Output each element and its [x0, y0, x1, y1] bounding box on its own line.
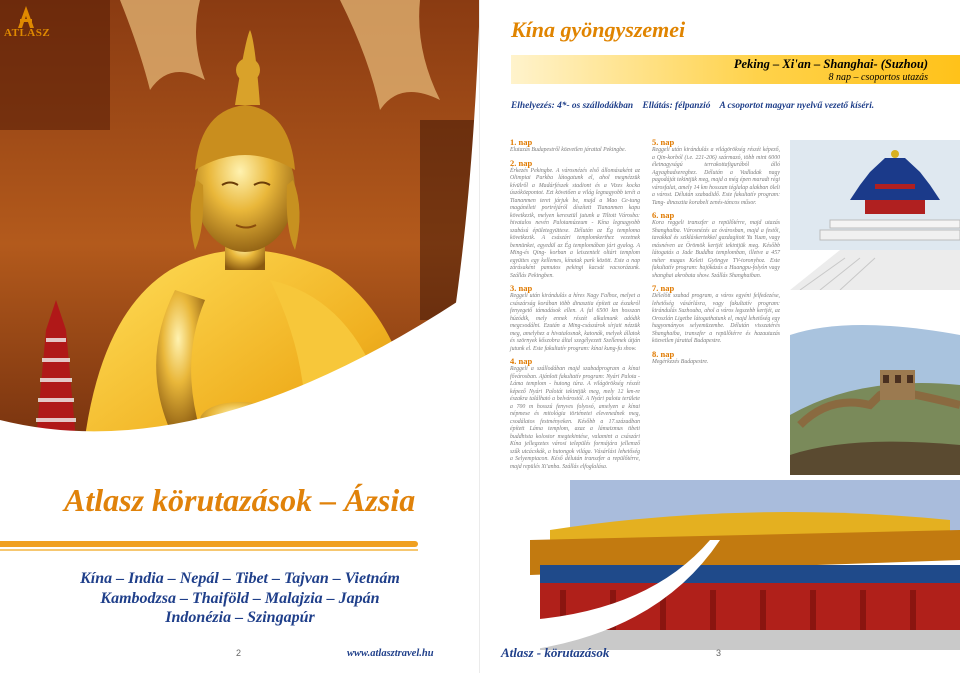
right-page — [480, 0, 960, 673]
day-7-text: Délelőtt szabad program, a város egyéni felfedezése, lehetőség vásárlásra, vagy fakultatív program: kirándulás Suzhouba, ahol a város legszebb kertjét, az Oroszlán Ligetbe látogathatunk el, majd lehetőség egy hagyományos selyemüzembe. Délután visszatérés Shanghaiba, transzfer a repülőtérre és hazautazás közvetlen járattal Budapestre. — [652, 293, 780, 344]
itinerary-column-1 — [510, 134, 640, 472]
page-number-right: 3 — [716, 648, 722, 658]
logo-wordmark: ATLASZ — [4, 27, 51, 39]
itinerary-column-2 — [652, 134, 780, 367]
countries-line: Kambodzsa – Thaiföld – Malajzia – Japán — [100, 589, 380, 607]
info-board: Ellátás: félpanzió — [642, 101, 711, 111]
footer-brand: Atlasz - körutazások — [501, 645, 610, 660]
page-number-left: 2 — [236, 648, 242, 658]
day-6-label: 6. nap — [652, 210, 675, 220]
day-2-text: Érkezés Pekingbe. A városnézés első állomásaként az Olimpiai Parkba látogatunk el, ahol megnézzük kívülről a Madárfészek stadiont és a Vizes kocka úszóközpontot. Ezt követően a világ legnagyobb terét a Tiananmen teret járjuk be, majd a Mao Ce-tung magánéleti portréjáról díszített Tiananmen kapu következik, melyen keresztül jutunk a Tiltott Városba: hivatalos nevén Palotamúzeum - Kína legnagyobb szabású épületegyüttese. Délután az Ég temploma következik. A császári templomkerthez vezetnek bennünket, egyedül az Ég templomában járt gyalog. A Ming-és Qing- korban a leiszentelt oltárt templom együttes egy kellemes, kínaiak park között. Este a nap zárásaként pamutos pekingi kacsát vacsorázunk. Szállás Pekingben. — [510, 167, 640, 279]
buddha-photo — [0, 0, 480, 488]
divider-bar — [0, 541, 418, 547]
website-link[interactable]: www.atlasztravel.hu — [347, 648, 434, 659]
tour-subtitle: 8 nap – csoportos utazás — [828, 72, 928, 83]
day-5-label: 5. nap — [652, 137, 675, 147]
tour-title: Kína gyöngyszemei — [511, 17, 686, 42]
day-7-label: 7. nap — [652, 283, 675, 293]
atlasz-logo-icon — [4, 2, 51, 46]
tour-info-line — [511, 101, 881, 111]
day-8-label: 8. nap — [652, 348, 675, 359]
great-wall-photo — [770, 295, 960, 475]
day-4-label: 4. nap — [510, 356, 533, 366]
divider-bar-thin — [0, 549, 418, 551]
day-8-text: Megérkezés Budapestre. — [652, 358, 709, 365]
countries-line: Kína – India – Nepál – Tibet – Tajvan – Vietnám — [80, 570, 400, 587]
day-3-label: 3. nap — [510, 283, 533, 293]
info-accommodation: Elhelyezés: 4*- os szállodákban — [511, 101, 634, 111]
main-title: Atlasz körutazások – Ázsia — [64, 482, 416, 518]
photo-mask — [0, 0, 480, 488]
day-4-text: Reggeli a szállodában majd szabadprogram a kínai fővárosban. Ajánlott fakultatív program: Nyári Palota - Láma templom - hutong túra. A világörökség részét képező Nyári Palotát tekintjük meg, mely 12 km-re északra található a belvárostól. A Nyári palota területe a 700 m hosszú fenyves folyosó, amelyen a kínai népmese és mitológia történetei elevenednek meg, csodálatos festményeken. Később a 17.században épített Láma templom, azaz a lámaizmus tibeti buddhista kolostor megtekintése, valamint a császári Kína jellegzetes városi település formájára jellemző szűk utcácskák, a hutongok világa. Vásárlási lehetőség a Selyempiacon. Késő délután transzfer a repülőtérre, majd repülés Xi'anba. Szállás elfoglalása. — [510, 366, 640, 470]
route-heading: Peking – Xi'an – Shanghai- (Suzhou) — [733, 57, 928, 71]
day-6-text: Kora reggeli transzfer a repülőtérre, majd utazás Shanghaiba. Városnézés az óvárosban, majd a festői, tavakkal és szikláskertekkel gazdagított Yu Yuan, vagy másnéven az Örömök kertjét tekintjük meg. Később látogatás a Jade Buddha templomban, illetve a 457 méter magas Keleti Gyöngye TV-toronyhoz. Este fakultatív program: hajókázás a Huangpu-folyón vagy shanghai akrobata show. Szállás Shanghaiban. — [652, 220, 780, 279]
day-2-label: 2. nap — [510, 157, 533, 168]
day-3-text: Reggeli után kirándulás a híres Nagy Falhoz, melyet a császárság korában több dinasztia épített az északról fenyegető támadások ellen. A fal 6500 km hosszan húzódik, mely ennek részét alkalmunk adódik megcsodálni. Ezután a Ming-császárok sírjait nézzük meg, amelyhez a hivatalosnak, katonák, melyek állatok és szörnyek kőszobra által szegélyezett Szellemek útján jutunk el. Este fakultatív program: kínai kung-fu show. — [510, 293, 640, 352]
day-1-label: 1. nap — [510, 137, 533, 147]
day-1-text: Elutazás Budapestről közvetlen járattal Pekingbe. — [510, 147, 627, 153]
forbidden-city-photo — [530, 480, 960, 650]
info-guide: A csoportot magyar nyelvű vezető kíséri. — [719, 101, 875, 111]
day-5-text: Reggeli után kirándulás a világörökség részét képező, a Qin-korból (i.e. 221-206) származó, több mint 6000 életnagyságú terrakottafigurából álló Agyaghadsereghez. Délután a Vadludak nagy pagodáját tekintjük meg, majd a még épen maradt régi városfalat, amely 14 km hosszan téglalap alakban öleli a várost. Délután szabadidő. Este fakultatív program: Tang- dinasztia korabeli zenés-táncos műsor. — [652, 147, 780, 206]
countries-list — [0, 569, 480, 628]
temple-of-heaven-photo — [790, 140, 960, 290]
countries-line: Indonézia – Szingapúr — [165, 609, 315, 626]
